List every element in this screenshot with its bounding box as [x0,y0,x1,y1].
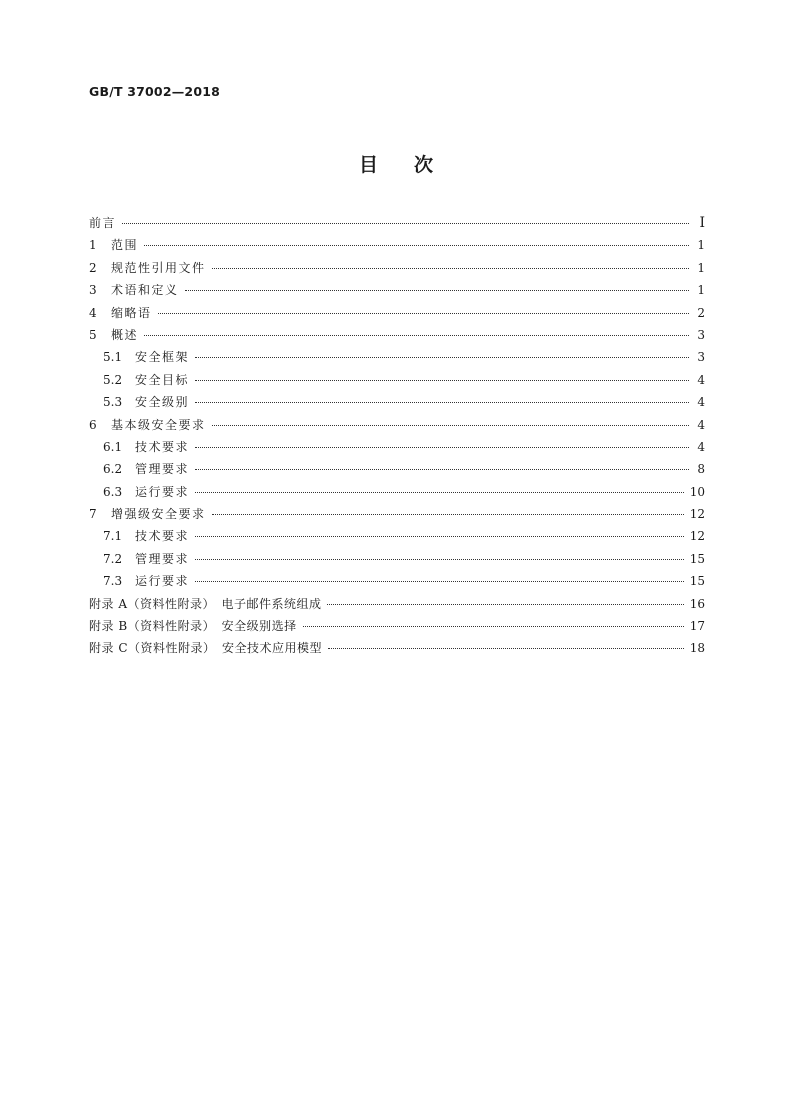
toc-entry-page: 3 [697,350,705,365]
toc-entry-page: 18 [689,641,705,656]
toc-entry-label: 缩略语 [111,305,152,320]
toc-entry-number: 3 [89,283,97,298]
dot-leader [212,514,684,515]
toc-entry-page: 15 [689,574,705,589]
toc-entry-number: 6.1 [103,439,123,454]
page-title: 目次 [358,154,469,176]
toc-entry-label: 管理要求 [135,462,190,477]
toc-entry[interactable] [89,371,705,393]
toc-entry-label: 运行要求 [135,484,190,499]
toc-entry[interactable] [89,281,705,303]
toc-entry-label: 概述 [111,327,139,342]
toc-entry-label: 安全框架 [135,350,190,365]
toc-entry-number: 7.1 [103,529,123,544]
toc-entry[interactable] [89,595,705,617]
dot-leader [195,492,684,493]
toc-entry-number: 5.2 [103,372,123,387]
dot-leader [303,626,684,627]
toc-entry-number: 5 [89,327,97,342]
dot-leader [185,290,689,291]
toc-entry-page: 8 [697,462,705,477]
toc-entry[interactable] [89,259,705,281]
toc-entry-label: 附录 B（资料性附录） 安全级别选择 [89,619,297,634]
toc-entry-number: 1 [89,238,97,253]
dot-leader [144,245,689,246]
toc-entry[interactable] [89,483,705,505]
dot-leader [195,581,684,582]
toc-entry-page: 12 [689,529,705,544]
toc-entry-page: 12 [689,507,705,522]
toc-entry[interactable] [89,304,705,326]
toc-entry[interactable] [89,348,705,370]
dot-leader [327,604,683,605]
toc-entry-label: 管理要求 [135,551,190,566]
toc-entry-label: 规范性引用文件 [111,260,206,275]
toc-entry-page: 2 [697,305,705,320]
standard-code: GB/T 37002—2018 [89,84,221,99]
toc-entry[interactable] [89,617,705,639]
toc-entry-label: 安全目标 [135,372,190,387]
table-of-contents [89,214,705,662]
toc-entry-page: 10 [689,484,705,499]
dot-leader [328,648,684,649]
dot-leader [195,357,689,358]
toc-entry[interactable] [89,393,705,415]
toc-entry-number: 6.3 [103,484,123,499]
toc-entry-label: 增强级安全要求 [111,507,206,522]
toc-entry-number: 7.3 [103,574,123,589]
dot-leader [122,223,689,224]
toc-entry-page: 4 [697,372,705,387]
toc-entry-number: 7.2 [103,551,123,566]
dot-leader [212,268,689,269]
dot-leader [195,380,689,381]
dot-leader [195,559,684,560]
toc-entry[interactable] [89,572,705,594]
toc-entry-number: 2 [89,260,97,275]
toc-entry-label: 附录 C（资料性附录） 安全技术应用模型 [89,641,322,656]
toc-entry-page: 15 [689,551,705,566]
toc-entry[interactable] [89,527,705,549]
toc-entry[interactable] [89,639,705,661]
toc-entry-page: 4 [697,417,705,432]
toc-entry-number: 7 [89,507,97,522]
toc-entry[interactable] [89,438,705,460]
dot-leader [195,402,689,403]
toc-entry-number: 5.1 [103,350,123,365]
toc-entry-label: 基本级安全要求 [111,417,206,432]
toc-entry-label: 安全级别 [135,395,190,410]
toc-entry[interactable] [89,505,705,527]
dot-leader [195,447,689,448]
toc-entry-page: 1 [697,260,705,275]
toc-entry-page: 4 [697,395,705,410]
toc-entry-page: 17 [689,619,705,634]
toc-entry-label: 范围 [111,238,139,253]
toc-entry-label: 术语和定义 [111,283,179,298]
dot-leader [158,313,689,314]
toc-entry-number: 6.2 [103,462,123,477]
toc-entry[interactable] [89,214,705,236]
toc-entry-page: 3 [697,327,705,342]
toc-entry-label: 技术要求 [135,529,190,544]
dot-leader [195,536,684,537]
toc-entry-label: 运行要求 [135,574,190,589]
dot-leader [195,469,689,470]
toc-entry-number: 4 [89,305,97,320]
toc-entry-page: 1 [697,238,705,253]
toc-entry-number: 6 [89,417,97,432]
toc-entry[interactable] [89,550,705,572]
toc-entry-page: 16 [689,596,705,611]
dot-leader [212,425,689,426]
toc-entry-label: 技术要求 [135,439,190,454]
toc-entry-page: 1 [697,283,705,298]
toc-entry[interactable] [89,460,705,482]
toc-entry[interactable] [89,416,705,438]
toc-entry-page: I [699,215,705,231]
toc-entry[interactable] [89,326,705,348]
dot-leader [144,335,689,336]
toc-entry[interactable] [89,236,705,258]
toc-entry-number: 5.3 [103,395,123,410]
toc-entry-page: 4 [697,439,705,454]
toc-entry-label: 附录 A（资料性附录） 电子邮件系统组成 [89,596,322,611]
toc-entry-label: 前言 [89,216,117,230]
